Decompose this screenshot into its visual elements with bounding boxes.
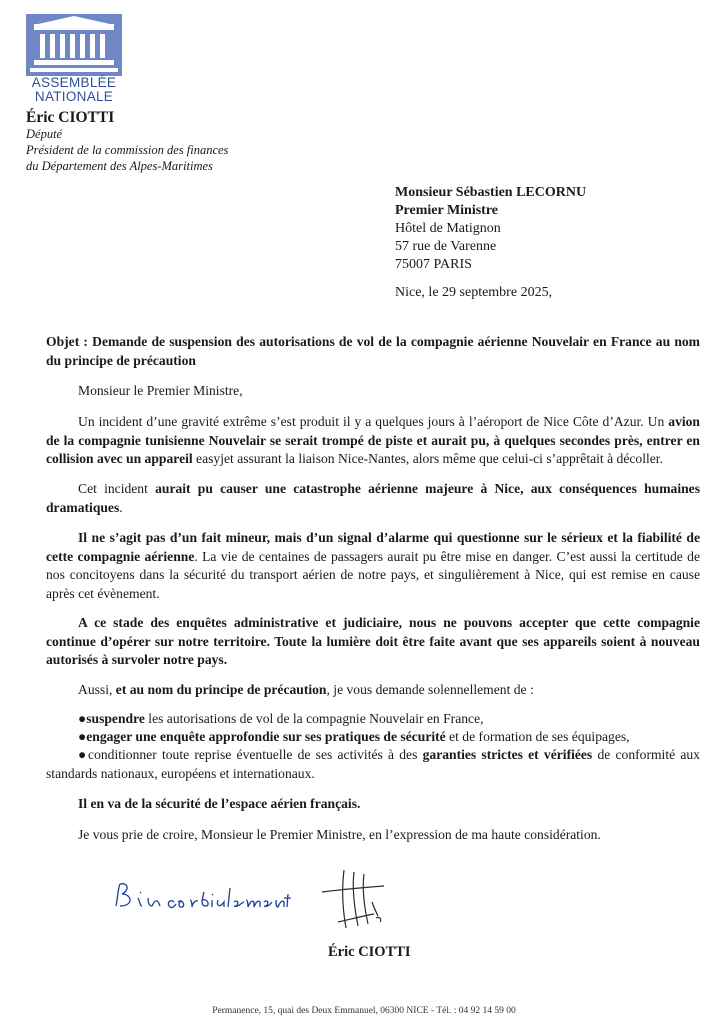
p2-bold-1: aurait pu causer une catastrophe aérienne majeure à Nice, aux conséquences humaines dramatiques <box>46 481 700 515</box>
p5-bold-1: et au nom du principe de précaution <box>115 682 327 697</box>
recipient-name: Monsieur Sébastien LECORNU <box>395 185 587 200</box>
recipient-address-1: Hôtel de Matignon <box>395 221 501 236</box>
sender-title-2: Président de la commission des finances <box>26 143 229 157</box>
p2-text-2: . <box>119 499 123 515</box>
handwritten-note <box>112 878 292 918</box>
signature <box>318 866 408 936</box>
parliament-building-icon <box>26 14 122 76</box>
logo-line-1: ASSEMBLÉE <box>31 75 117 90</box>
letter-subject: Objet : Demande de suspension des autorisations de vol de la compagnie aérienne Nouvelair en France au nom du principe de précaution <box>46 334 700 368</box>
sender-name: Éric CIOTTI <box>26 109 115 126</box>
salutation: Monsieur le Premier Ministre, <box>78 383 243 398</box>
footer-address: Permanence, 15, quai des Deux Emmanuel, 06300 NICE - Tél. : 04 92 14 59 00 <box>212 1006 516 1016</box>
bullet-icon: ● <box>78 747 89 762</box>
bullet-3-text-2: de conformité aux standards nationaux, européens et internationaux. <box>46 747 700 781</box>
paragraph-investigations: A ce stade des enquêtes administrative et judiciaire, nous ne pouvons accepter que cette compagnie continue d’opérer sur notre territoire. Toute la lumière doit être faite avant que ses appareils soient à nouveau autorisés à survoler notre pays. <box>46 615 700 667</box>
sender-title-1: Député <box>26 127 63 141</box>
closing-formula: Je vous prie de croire, Monsieur le Premier Ministre, en l’expression de ma haute considération. <box>78 827 601 842</box>
bullet-3-text-1: conditionner toute reprise éventuelle de ses activités à des <box>88 747 423 762</box>
list-item <box>46 746 700 783</box>
bullet-2-text: et de formation de ses équipages, <box>445 729 630 744</box>
recipient-address-2: 57 rue de Varenne <box>395 239 497 254</box>
bullet-icon: ● <box>78 729 87 744</box>
bullet-1-bold: suspendre <box>86 711 145 726</box>
p1-text-2: easyjet assurant la liaison Nice-Nantes, alors même que celui-ci s’apprêtait à décoller. <box>192 451 663 466</box>
bullet-icon: ● <box>78 711 87 726</box>
p1-bold-1: avion de la compagnie tunisienne Nouvelair se serait trompé de piste et aurait pu, à quelques secondes près, entrer en collision avec un appareil <box>46 414 700 466</box>
bullet-3-bold: garanties strictes et vérifiées <box>422 747 593 762</box>
p3-bold-1: Il ne s’agit pas d’un fait mineur, mais d’un signal d’alarme qui questionne sur le sérieux et la fiabilité de cette compagnie aérienne <box>46 530 700 564</box>
letter-date: Nice, le 29 septembre 2025, <box>395 285 553 300</box>
p1-text-1: Un incident d’une gravité extrême s’est produit il y a quelques jours à l’aéroport de Nice Côte d’Azur. Un <box>78 414 669 429</box>
paragraph-consequences <box>46 480 700 517</box>
paragraph-request <box>46 681 700 700</box>
bullet-2-bold: engager une enquête approfondie sur ses pratiques de sécurité <box>86 729 446 744</box>
sender-title-3: du Département des Alpes-Maritimes <box>26 159 213 173</box>
p5-text-2: , je vous demande solennellement de : <box>326 682 534 697</box>
bullet-1-text: les autorisations de vol de la compagnie Nouvelair en France, <box>144 711 484 726</box>
p5-text-1: Aussi, <box>78 682 116 697</box>
list-item <box>78 728 630 747</box>
paragraph-incident <box>46 413 700 469</box>
paragraph-security: Il en va de la sécurité de l’espace aérien français. <box>78 796 361 811</box>
p2-text-1: Cet incident <box>78 481 156 496</box>
recipient-address-3: 75007 PARIS <box>395 257 472 272</box>
signature-name: Éric CIOTTI <box>328 944 411 960</box>
recipient-role: Premier Ministre <box>395 203 499 218</box>
p3-text-1: . La vie de centaines de passagers aurait pu être mise en danger. C’est aussi la certitude de nos concitoyens dans la sécurité du transport aérien de notre pays, et singulièrement à Nice, qui est remise en cause après cet évènement. <box>46 548 700 601</box>
logo-text <box>26 76 122 104</box>
handwriting-bien-cordialement <box>112 878 292 918</box>
signature-scribble <box>318 866 408 936</box>
paragraph-alarm <box>46 529 700 603</box>
logo-line-2: NATIONALE <box>34 89 114 104</box>
list-item <box>78 710 484 729</box>
